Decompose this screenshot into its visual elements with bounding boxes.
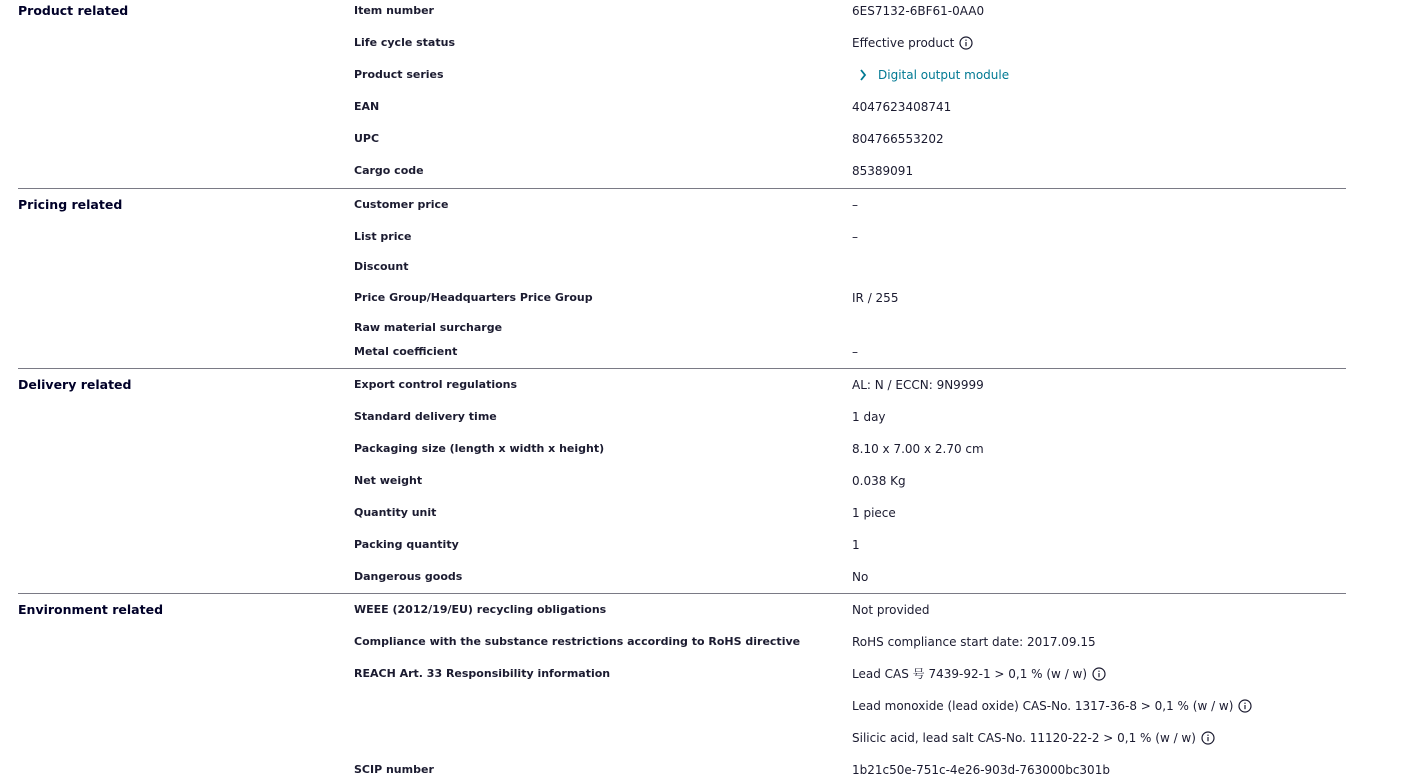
info-icon[interactable] — [1238, 699, 1252, 713]
row-label: EAN — [354, 100, 380, 113]
list-price-value: – — [852, 230, 858, 244]
row-value — [858, 65, 1009, 85]
reach-lead-value: Lead CAS 号 7439-92-1 > 0,1 % (w / w) — [852, 667, 1088, 681]
row-product-series — [18, 65, 1346, 85]
row-value — [852, 535, 860, 555]
info-icon[interactable] — [1092, 667, 1106, 681]
item-number-value: 6ES7132-6BF61-0AA0 — [852, 4, 985, 18]
export-control-value: AL: N / ECCN: 9N9999 — [852, 378, 984, 392]
row-value — [852, 503, 896, 523]
row-list-price — [18, 227, 1346, 247]
row-label: SCIP number — [354, 763, 434, 776]
ean-value: 4047623408741 — [852, 100, 952, 114]
packaging-size-value: 8.10 x 7.00 x 2.70 cm — [852, 442, 984, 456]
product-series-link-label: Digital output module — [878, 68, 1010, 82]
row-value — [852, 1, 984, 21]
row-reach-silicic-acid — [18, 728, 1346, 748]
row-value — [852, 129, 944, 149]
row-value — [852, 33, 973, 53]
row-value — [852, 567, 868, 587]
net-weight-value: 0.038 Kg — [852, 474, 906, 488]
row-label: Compliance with the substance restrictions according to RoHS directive — [354, 635, 801, 648]
row-standard-delivery-time — [18, 407, 1346, 427]
section-product-related — [18, 0, 1346, 188]
metal-coefficient-value: – — [852, 345, 858, 359]
row-weee — [18, 600, 1346, 620]
row-label: Quantity unit — [354, 506, 437, 519]
packing-quantity-value: 1 — [852, 538, 860, 552]
row-value — [852, 375, 984, 395]
row-item-number — [18, 1, 1346, 21]
row-label: Customer price — [354, 198, 449, 211]
quantity-unit-value: 1 piece — [852, 506, 896, 520]
section-environment-related — [18, 593, 1346, 783]
row-label: Cargo code — [354, 164, 424, 177]
row-raw-material-surcharge — [18, 318, 1346, 338]
row-upc — [18, 129, 1346, 149]
product-series-link[interactable] — [858, 65, 1009, 85]
row-value — [852, 728, 1215, 748]
scip-number-value: 1b21c50e-751c-4e26-903d-763000bc301b — [852, 763, 1110, 777]
rohs-value: RoHS compliance start date: 2017.09.15 — [852, 635, 1096, 649]
row-net-weight — [18, 471, 1346, 491]
dangerous-goods-value: No — [852, 570, 869, 584]
price-group-value: IR / 255 — [852, 291, 899, 305]
chevron-right-icon — [858, 65, 870, 85]
row-discount — [18, 257, 1346, 277]
row-quantity-unit — [18, 503, 1346, 523]
row-label: Discount — [354, 260, 409, 273]
weee-value: Not provided — [852, 603, 930, 617]
row-label: Net weight — [354, 474, 423, 487]
row-label: Price Group/Headquarters Price Group — [354, 291, 593, 304]
row-dangerous-goods — [18, 567, 1346, 587]
row-value — [852, 342, 858, 362]
upc-value: 804766553202 — [852, 132, 944, 146]
row-label: Raw material surcharge — [354, 321, 503, 334]
row-label: List price — [354, 230, 412, 243]
row-value — [852, 439, 984, 459]
life-cycle-value: Effective product — [852, 36, 955, 50]
row-packing-quantity — [18, 535, 1346, 555]
row-label: Standard delivery time — [354, 410, 497, 423]
row-price-group — [18, 288, 1346, 308]
row-value — [852, 664, 1106, 684]
row-value — [852, 696, 1252, 716]
section-title: Delivery related — [18, 377, 132, 392]
info-icon[interactable] — [959, 36, 973, 50]
delivery-time-value: 1 day — [852, 410, 886, 424]
row-value — [852, 407, 886, 427]
row-label: WEEE (2012/19/EU) recycling obligations — [354, 603, 607, 616]
row-label: Life cycle status — [354, 36, 455, 49]
row-label: Packaging size (length x width x height) — [354, 442, 605, 455]
row-value — [852, 600, 930, 620]
row-label: Product series — [354, 68, 444, 81]
row-customer-price — [18, 195, 1346, 215]
reach-silicic-acid-value: Silicic acid, lead salt CAS-No. 11120-22-2 > 0,1 % (w / w) — [852, 731, 1196, 745]
row-export-control — [18, 375, 1346, 395]
row-rohs-compliance — [18, 632, 1346, 652]
section-delivery-related — [18, 368, 1346, 594]
row-life-cycle-status — [18, 33, 1346, 53]
row-value — [852, 288, 898, 308]
row-cargo-code — [18, 161, 1346, 181]
row-ean — [18, 97, 1346, 117]
row-value — [852, 632, 1096, 652]
row-value — [852, 471, 906, 491]
row-label: Export control regulations — [354, 378, 518, 391]
customer-price-value: – — [852, 198, 858, 212]
cargo-code-value: 85389091 — [852, 164, 914, 178]
row-metal-coefficient — [18, 342, 1346, 362]
row-reach-info — [18, 664, 1346, 684]
row-label: Item number — [354, 4, 434, 17]
row-value — [852, 161, 913, 181]
section-title: Product related — [18, 3, 129, 18]
row-value — [852, 227, 858, 247]
row-label: Dangerous goods — [354, 570, 463, 583]
row-value — [852, 97, 951, 117]
row-label: REACH Art. 33 Responsibility information — [354, 667, 611, 680]
row-value — [852, 195, 858, 215]
row-scip-number — [18, 760, 1346, 780]
row-label: Packing quantity — [354, 538, 459, 551]
reach-lead-monoxide-value: Lead monoxide (lead oxide) CAS-No. 1317-36-8 > 0,1 % (w / w) — [852, 699, 1234, 713]
row-label: UPC — [354, 132, 380, 145]
section-pricing-related — [18, 188, 1346, 369]
row-reach-lead-monoxide — [18, 696, 1346, 716]
row-packaging-size — [18, 439, 1346, 459]
section-title: Environment related — [18, 602, 164, 617]
section-title: Pricing related — [18, 197, 123, 212]
row-label: Metal coefficient — [354, 345, 458, 358]
info-icon[interactable] — [1201, 731, 1215, 745]
row-value — [852, 760, 1110, 780]
